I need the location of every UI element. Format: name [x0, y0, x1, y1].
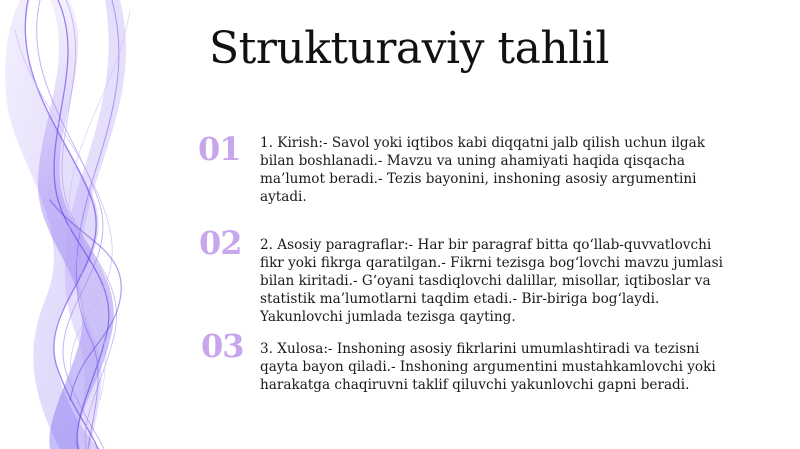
item-text-intro: 1. Kirish:- Savol yoki iqtibos kabi diqqatni jalb qilish uchun ilgak bilan boshlanadi.- Mavzu va uning ahamiyati haqida qisqacha ma’lumot beradi.- Tezis bayonini, inshoning asosiy argumentini aytadi. — [260, 135, 705, 205]
slide-title: Strukturaviy tahlil — [209, 23, 609, 74]
purple-ribbon-decoration — [0, 0, 200, 449]
item-text-conclusion: 3. Xulosa:- Inshoning asosiy fikrlarini umumlashtiradi va tezisni qayta bayon qiladi.- Inshoning argumentini mustahkamlovchi yoki harakatga chaqiruvni taklif qiluvchi yakunlovchi gapni beradi. — [260, 341, 716, 393]
item-text-body-paragraphs: 2. Asosiy paragraflar:- Har bir paragraf bitta qo‘llab-quvvatlovchi fikr yoki fikrga qaratilgan.- Fikrni tezisga bog‘lovchi mavzu jumlasi bilan kiritadi.- G‘oyani tasdiqlovchi dalillar, misollar, iqtiboslar va statistik ma’lumotlarni taqdim etadi.- Bir-biriga bog‘laydi. Yakunlovchi jumlada tezisga qayting. — [260, 237, 723, 325]
item-number-02: 02 — [199, 224, 242, 262]
item-number-01: 01 — [198, 130, 241, 168]
item-number-03: 03 — [201, 327, 244, 365]
